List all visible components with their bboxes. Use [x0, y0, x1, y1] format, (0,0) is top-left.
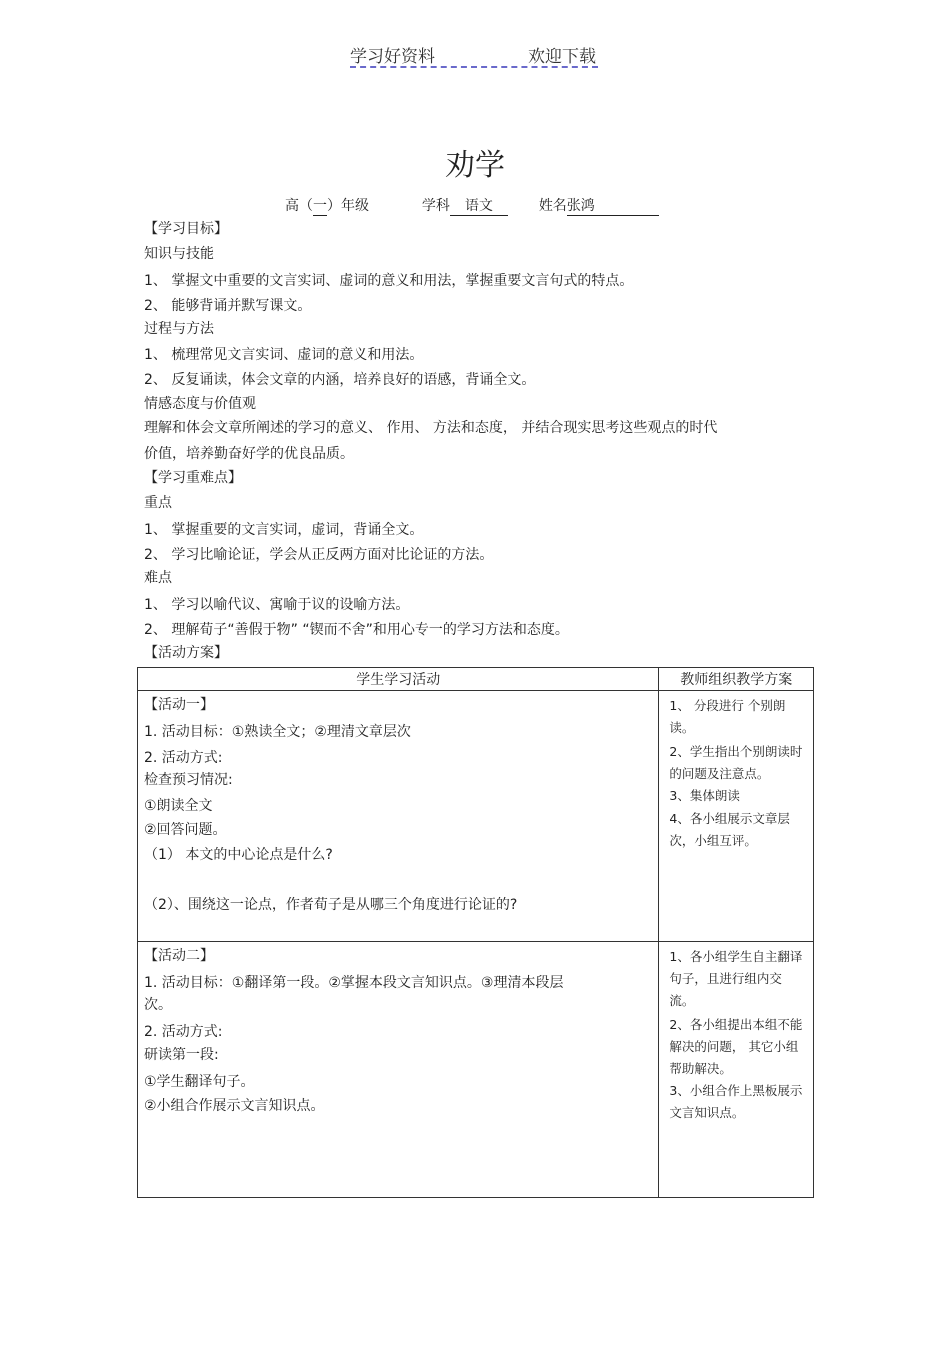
subheading: 重点	[144, 495, 172, 511]
body-line: 1、 学习以喻代议、寓喻于议的设喻方法。	[144, 597, 410, 613]
activity-line: 1. 活动目标：①熟读全文；②理清文章层次	[144, 724, 411, 740]
grade-value: 一	[313, 198, 327, 214]
name-value: 张鸿	[567, 198, 659, 216]
body-line: 2、 理解荀子“善假于物” “锲而不舍”和用心专一的学习方法和态度。	[144, 622, 569, 638]
activity-line: ①学生翻译句子。	[144, 1074, 255, 1090]
activity-line: 次。	[144, 997, 172, 1013]
activity-line: 检查预习情况:	[144, 772, 233, 788]
activity-line: （2）、围绕这一论点，作者荀子是从哪三个角度进行论证的?	[144, 897, 518, 913]
activity-line: ①朗读全文	[144, 798, 213, 814]
activity-two-cell	[138, 942, 659, 1198]
subject-label: 学科	[421, 198, 450, 214]
page-header	[350, 40, 598, 68]
subheading: 情感态度与价值观	[144, 396, 256, 412]
header-left-text: 学习好资料	[350, 47, 435, 67]
activity-two-title: 【活动二】	[144, 948, 214, 964]
body-line: 1、 掌握文中重要的文言实词、虚词的意义和用法，掌握重要文言句式的特点。	[144, 273, 634, 289]
activity-one-title: 【活动一】	[144, 697, 214, 713]
body-line: 理解和体会文章所阐述的学习的意义、 作用、 方法和态度， 并结合现实思考这些观点的时代	[144, 420, 718, 436]
teacher-step: 3、集体朗读	[669, 788, 740, 803]
grade-suffix: ）年级	[327, 198, 369, 214]
section-heading: 【学习重难点】	[144, 470, 242, 486]
column-header-student: 学生学习活动	[138, 668, 659, 691]
header-right-text: 欢迎下载	[528, 47, 596, 67]
teacher-step: 1、各小组学生自主翻译句子，且进行组内交流。	[669, 949, 803, 1008]
teacher-step: 2、各小组提出本组不能解决的问题， 其它小组帮助解决。	[669, 1017, 803, 1076]
teacher-plan-one-cell	[659, 691, 814, 942]
teacher-step: 1、 分段进行 个别朗读。	[669, 698, 786, 735]
teacher-step: 2、学生指出个别朗读时的问题及注意点。	[669, 744, 803, 781]
activity-line: （1） 本文的中心论点是什么?	[144, 847, 333, 863]
activity-line: 2. 活动方式:	[144, 1024, 223, 1040]
grade-label: 高（	[285, 198, 313, 214]
subheading: 难点	[144, 570, 172, 586]
body-line: 1、 梳理常见文言实词、虚词的意义和用法。	[144, 347, 424, 363]
body-line: 2、 反复诵读，体会文章的内涵，培养良好的语感，背诵全文。	[144, 372, 536, 388]
teacher-step: 3、小组合作上黑板展示文言知识点。	[669, 1083, 803, 1120]
activity-line: ②小组合作展示文言知识点。	[144, 1098, 325, 1114]
body-line: 价值，培养勤奋好学的优良品质。	[144, 446, 354, 462]
body-line: 2、 学习比喻论证，学会从正反两方面对比论证的方法。	[144, 547, 494, 563]
activity-one-cell	[138, 691, 659, 942]
activity-table	[137, 667, 814, 1198]
body-line: 2、 能够背诵并默写课文。	[144, 298, 312, 314]
section-heading: 【活动方案】	[144, 645, 228, 661]
student-info-line	[285, 195, 659, 216]
subheading: 过程与方法	[144, 321, 214, 337]
section-heading: 【学习目标】	[144, 221, 228, 237]
column-header-teacher: 教师组织教学方案	[659, 668, 814, 691]
name-label: 姓名	[538, 198, 567, 214]
activity-line: 2. 活动方式:	[144, 750, 223, 766]
activity-line: 研读第一段:	[144, 1047, 219, 1063]
teacher-step: 4、各小组展示文章层次，小组互评。	[669, 811, 790, 848]
subject-value: 语文	[450, 198, 508, 216]
teacher-plan-two-cell	[659, 942, 814, 1198]
activity-line: 1. 活动目标：①翻译第一段。②掌握本段文言知识点。③理清本段层	[144, 975, 564, 991]
body-line: 1、 掌握重要的文言实词，虚词，背诵全文。	[144, 522, 424, 538]
activity-line: ②回答问题。	[144, 822, 227, 838]
subheading: 知识与技能	[144, 246, 214, 262]
document-title: 劝学	[445, 148, 505, 183]
